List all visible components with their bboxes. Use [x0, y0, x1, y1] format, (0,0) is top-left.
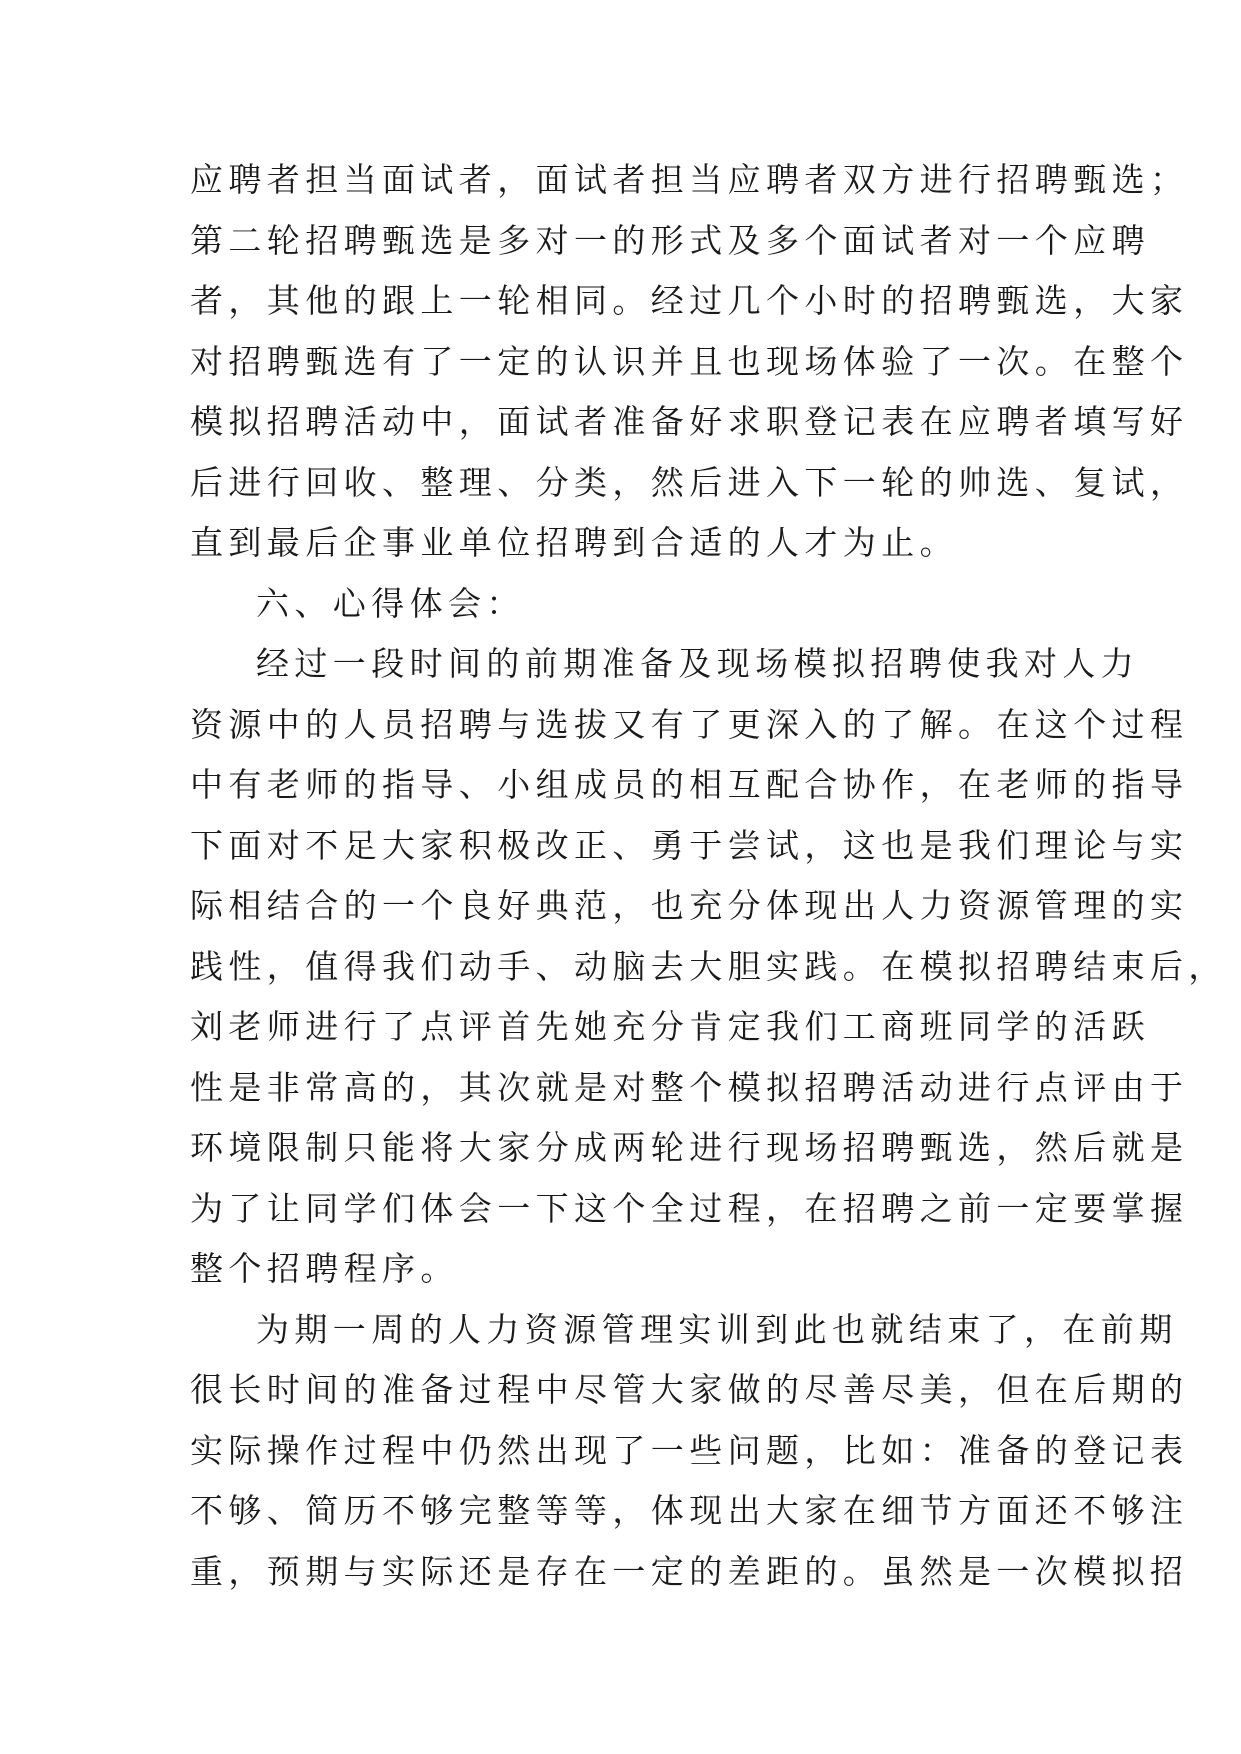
text-line: 重，预期与实际还是存在一定的差距的。虽然是一次模拟招 [190, 1551, 1189, 1591]
text-line: 践性，值得我们动手、动脑去大胆实践。在模拟招聘结束后， [190, 946, 1227, 986]
text-line: 经过一段时间的前期准备及现场模拟招聘使我对人力 [256, 644, 1140, 683]
text-line: 为了让同学们体会一下这个全过程，在招聘之前一定要掌握 [190, 1188, 1189, 1228]
text-line: 者，其他的跟上一轮相同。经过几个小时的招聘甄选，大家 [190, 281, 1189, 320]
text-line: 实际操作过程中仍然出现了一些问题，比如：准备的登记表 [190, 1430, 1189, 1470]
text-line: 直到最后企事业单位招聘到合适的人才为止。 [190, 523, 958, 562]
text-line: 对招聘甄选有了一定的认识并且也现场体验了一次。在整个 [190, 341, 1189, 381]
text-line: 下面对不足大家积极改正、勇于尝试，这也是我们理论与实 [190, 825, 1189, 865]
text-line: 为期一周的人力资源管理实训到此也就结束了，在前期 [256, 1309, 1178, 1349]
text-line: 应聘者担当面试者，面试者担当应聘者双方进行招聘甄选； [190, 160, 1189, 199]
text-line: 不够、简历不够完整等等，体现出大家在细节方面还不够注 [190, 1491, 1189, 1530]
text-line: 中有老师的指导、小组成员的相互配合协作，在老师的指导 [190, 765, 1189, 804]
text-line: 六、心得体会： [256, 583, 525, 623]
body-text [190, 150, 1227, 1602]
text-line: 性是非常高的，其次就是对整个模拟招聘活动进行点评由于 [190, 1067, 1189, 1107]
text-line: 模拟招聘活动中，面试者准备好求职登记表在应聘者填写好 [190, 402, 1189, 441]
text-line: 后进行回收、整理、分类，然后进入下一轮的帅选、复试， [190, 462, 1189, 502]
text-line: 资源中的人员招聘与选拔又有了更深入的了解。在这个过程 [190, 704, 1189, 744]
text-line: 很长时间的准备过程中尽管大家做的尽善尽美，但在后期的 [190, 1370, 1189, 1409]
text-line: 刘老师进行了点评首先她充分肯定我们工商班同学的活跃 [190, 1007, 1150, 1046]
text-line: 环境限制只能将大家分成两轮进行现场招聘甄选，然后就是 [190, 1128, 1189, 1167]
text-line: 整个招聘程序。 [190, 1249, 459, 1288]
text-line: 第二轮招聘甄选是多对一的形式及多个面试者对一个应聘 [190, 220, 1150, 260]
text-line: 际相结合的一个良好典范，也充分体现出人力资源管理的实 [190, 886, 1189, 925]
